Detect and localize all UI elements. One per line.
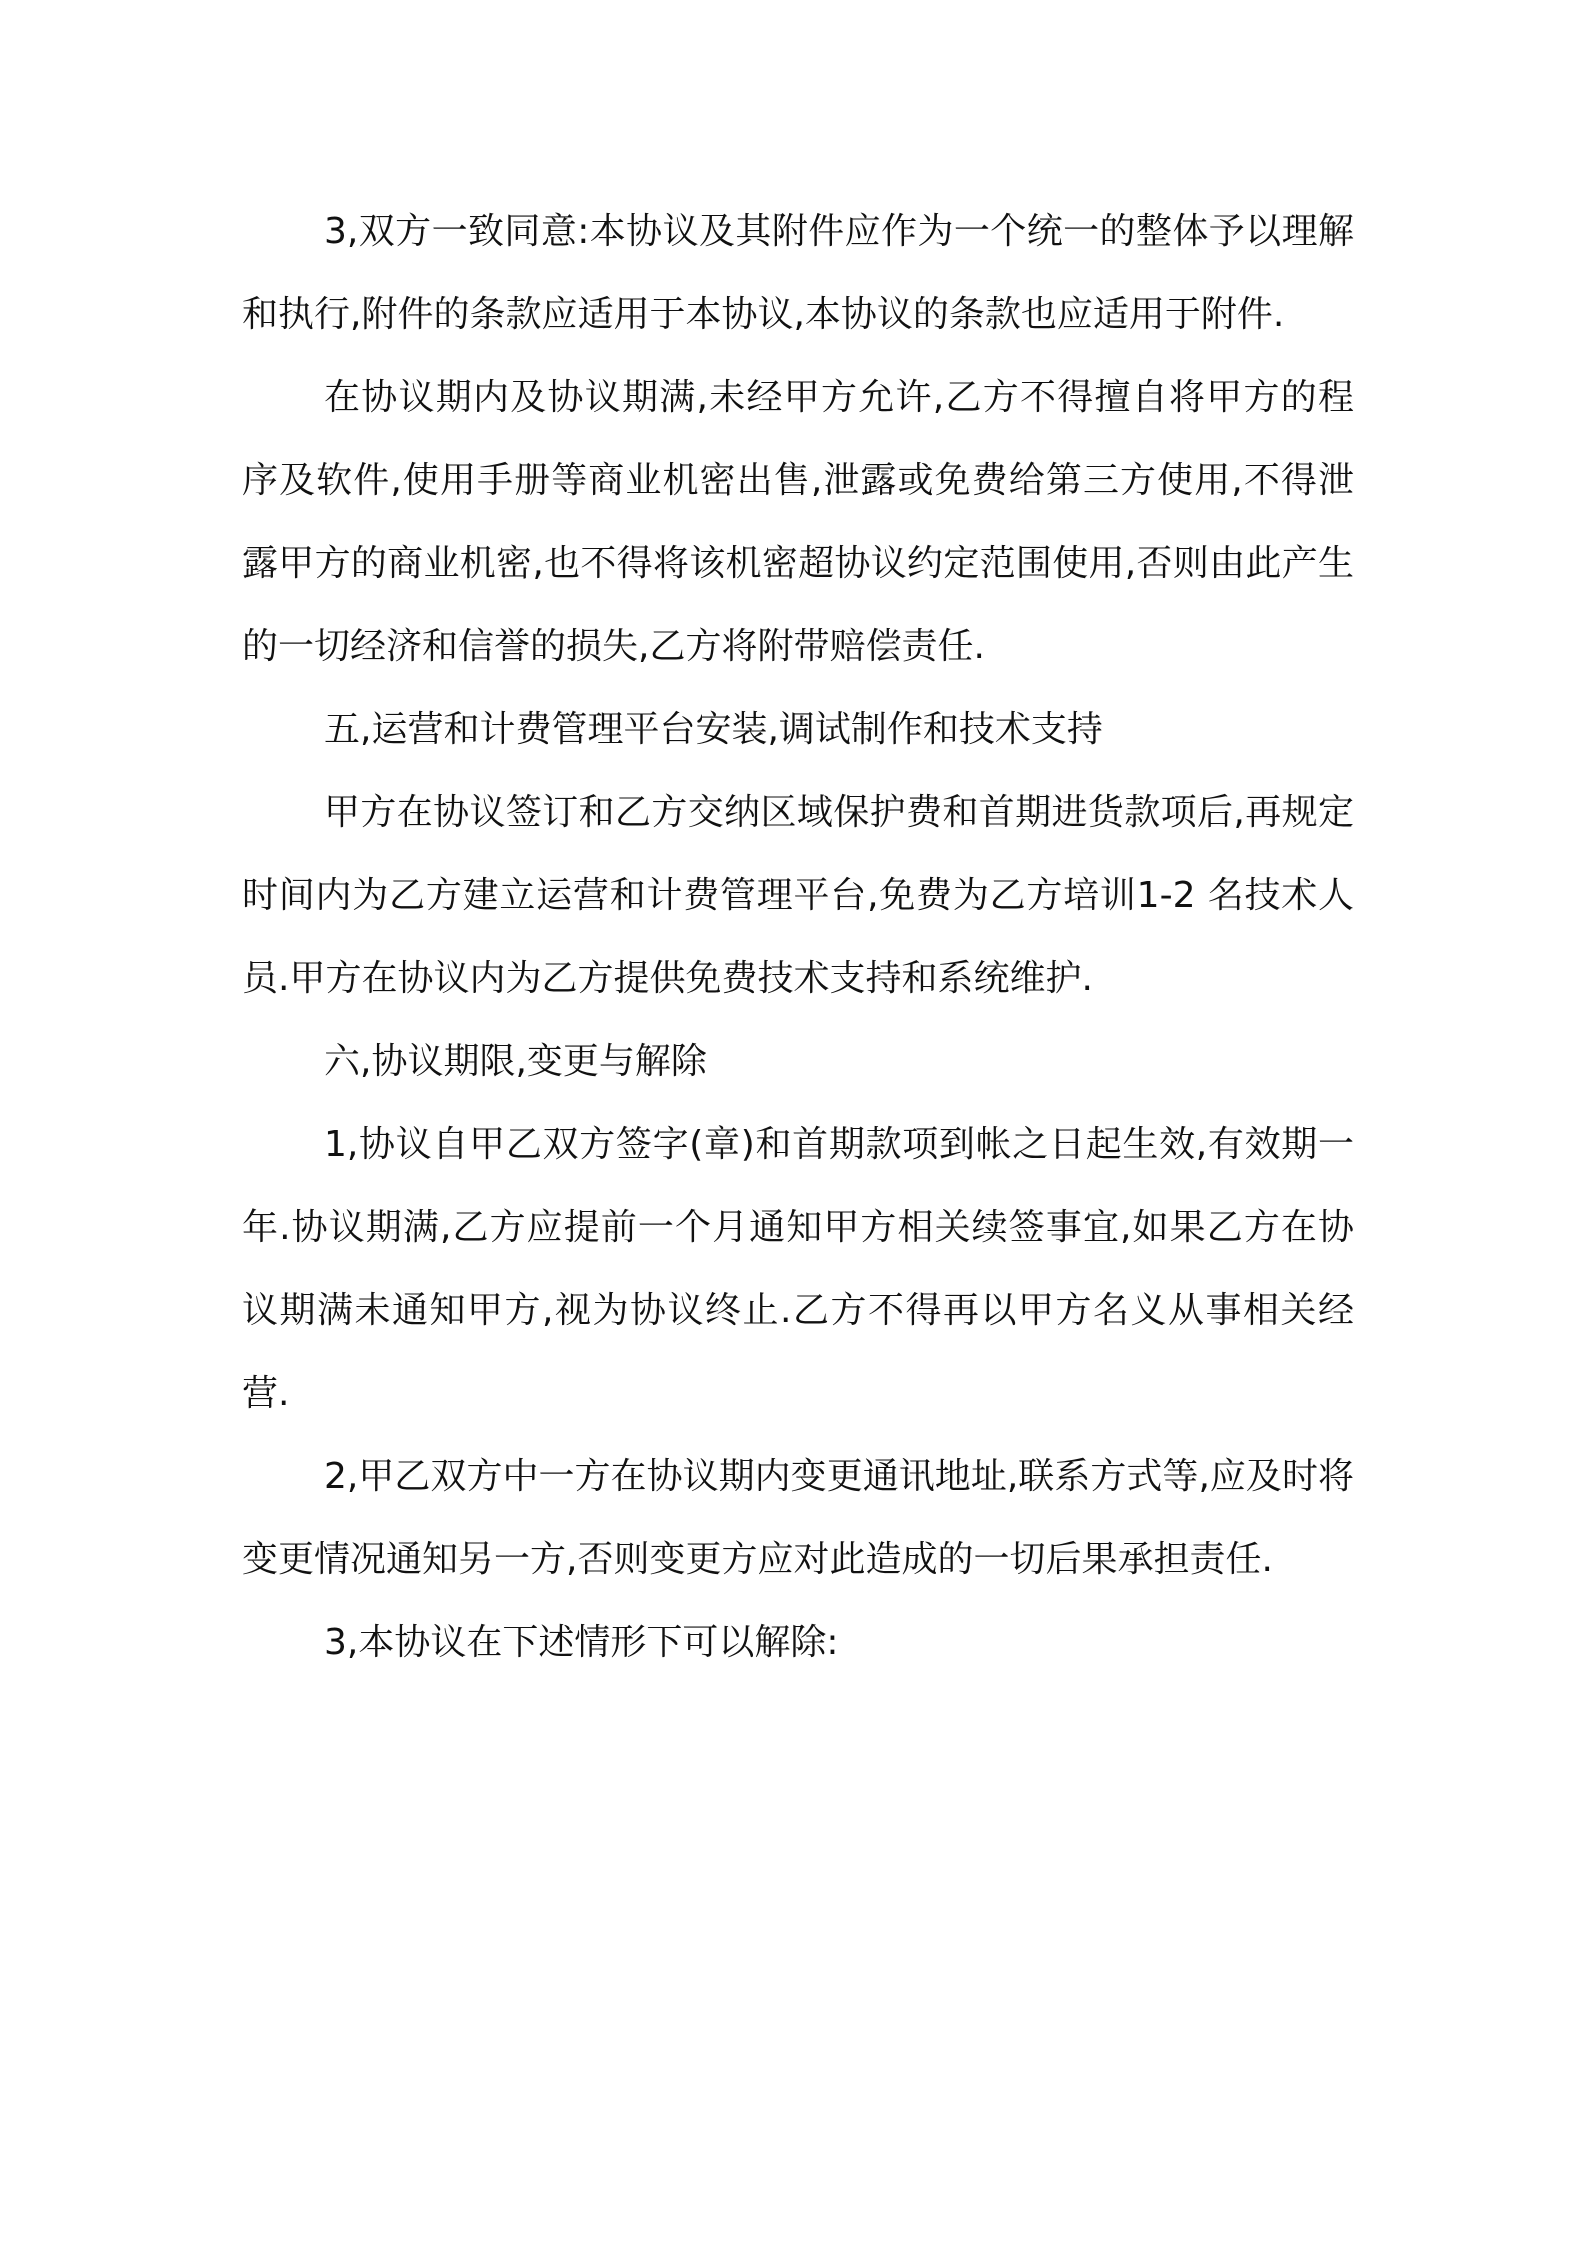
document-body (242, 190, 1354, 1684)
paragraph-termination-conditions: 3,本协议在下述情形下可以解除: (324, 1622, 839, 1663)
paragraph-platform-support: 甲方在协议签订和乙方交纳区域保护费和首期进货款项后,再规定时间内为乙方建立运营和计费管理平台,免费为乙方培训1-2 名技术人员.甲方在协议内为乙方提供免费技术支持和系统维护. (242, 792, 1354, 999)
paragraph-annex-integrity: 3,双方一致同意:本协议及其附件应作为一个统一的整体予以理解和执行,附件的条款应适用于本协议,本协议的条款也应适用于附件. (242, 211, 1354, 335)
section-heading-term-change-termination: 六,协议期限,变更与解除 (324, 1041, 707, 1082)
paragraph-effective-term: 1,协议自甲乙双方签字(章)和首期款项到帐之日起生效,有效期一年.协议期满,乙方应提前一个月通知甲方相关续签事宜,如果乙方在协议期满未通知甲方,视为协议终止.乙方不得再以甲方名义从事相关经营. (242, 1124, 1354, 1414)
paragraph-contact-change: 2,甲乙双方中一方在协议期内变更通讯地址,联系方式等,应及时将变更情况通知另一方,否则变更方应对此造成的一切后果承担责任. (242, 1456, 1354, 1580)
section-heading-platform-support: 五,运营和计费管理平台安装,调试制作和技术支持 (324, 709, 1103, 750)
paragraph-confidentiality: 在协议期内及协议期满,未经甲方允许,乙方不得擅自将甲方的程序及软件,使用手册等商业机密出售,泄露或免费给第三方使用,不得泄露甲方的商业机密,也不得将该机密超协议约定范围使用,否则由此产生的一切经济和信誉的损失,乙方将附带赔偿责任. (242, 377, 1354, 667)
